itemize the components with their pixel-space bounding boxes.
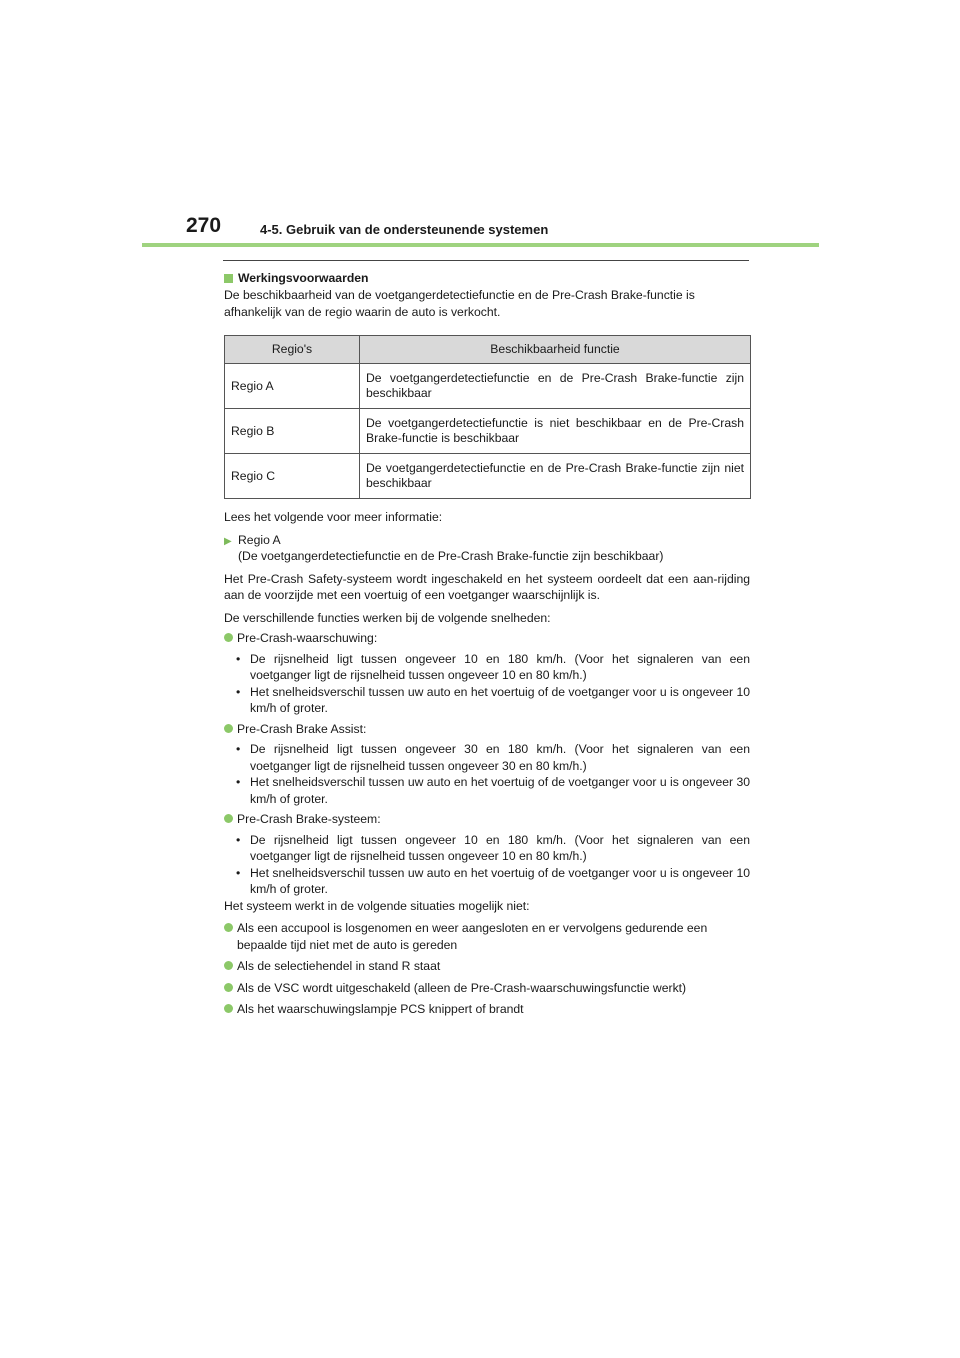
header-divider [142,243,819,247]
list-item [224,630,750,647]
list-item [224,811,750,828]
situation-text: Als de selectiehendel in stand R staat [237,959,441,973]
list-item [224,721,750,738]
round-bullet-icon [224,961,233,970]
list-item [224,865,750,898]
table-row [225,454,751,499]
function-name: Pre-Crash Brake-systeem: [237,812,381,826]
square-bullet-icon [224,274,233,283]
situation-text: Als het waarschuwingslampje PCS knippert of brandt [237,1002,524,1016]
round-bullet-icon [224,633,233,642]
round-bullet-icon [224,814,233,823]
round-bullet-icon [224,1004,233,1013]
heading-text: Werkingsvoorwaarden [238,271,369,286]
list-item [224,1001,750,1018]
page-number: 270 [186,214,222,237]
dot-bullet-icon: • [236,684,241,699]
column-header-availability: Beschikbaarheid functie [360,336,751,364]
region-cell: Regio C [225,454,360,499]
paragraph-activation: Het Pre-Crash Safety-systeem wordt ingeschakeld en het systeem oordeelt dat een aan-rijding aan de voorzijde met een voertuig of een voetganger waarschijnlijk is. [224,571,750,602]
table-row [225,409,751,454]
list-item [224,651,750,684]
section-heading [224,270,750,287]
content-divider [223,260,749,261]
list-item [224,958,750,975]
column-header-regions: Regio's [225,336,360,364]
availability-cell: De voetgangerdetectiefunctie en de Pre-Crash Brake-functie zijn niet beschikbaar [360,454,751,499]
dot-bullet-icon: • [236,775,241,789]
table-header-row [225,336,751,364]
triangle-right-icon: ▶ [224,535,232,547]
more-info-text: Lees het volgende voor meer informatie: [224,510,443,524]
round-bullet-icon [224,983,233,992]
situation-text: Als een accupool is losgenomen en weer aangesloten en er vervolgens gedurende een bepaalde tijd niet met de auto is gereden [237,921,708,952]
page-header [186,214,826,244]
page-content [224,270,750,1018]
condition-text: De rijsnelheid ligt tussen ongeveer 30 en 180 km/h. (Voor het signaleren van een voetganger ligt de rijsnelheid tussen ongeveer 30 en 80 km/h.) [250,742,750,773]
situation-text: Als de VSC wordt uitgeschakeld (alleen de Pre-Crash-waarschuwingsfunctie werkt) [237,980,687,995]
condition-text: Het snelheidsverschil tussen uw auto en het voertuig of de voetganger voor u is ongeveer 30 km/h of groter. [250,775,750,806]
dot-bullet-icon: • [236,742,241,756]
condition-text: Het snelheidsverschil tussen uw auto en het voertuig of de voetganger voor u is ongeveer 10 km/h of groter. [250,865,750,896]
function-name: Pre-Crash-waarschuwing: [237,631,378,645]
region-a-subtitle: (De voetgangerdetectiefunctie en de Pre-Crash Brake-functie zijn beschikbaar) [238,549,664,563]
availability-cell: De voetgangerdetectiefunctie is niet beschikbaar en de Pre-Crash Brake-functie is beschikbaar [360,409,751,454]
region-cell: Regio A [225,364,360,409]
list-item [224,832,750,865]
list-item [224,741,750,774]
paragraph-speeds: De verschillende functies werken bij de volgende snelheden: [224,610,551,625]
dot-bullet-icon: • [236,865,241,880]
availability-cell: De voetgangerdetectiefunctie en de Pre-Crash Brake-functie zijn beschikbaar [360,364,751,409]
round-bullet-icon [224,923,233,932]
dot-bullet-icon: • [236,651,241,666]
condition-text: De rijsnelheid ligt tussen ongeveer 10 en 180 km/h. (Voor het signaleren van een voetganger ligt de rijsnelheid tussen ongeveer 10 en 80 km/h.) [250,651,750,682]
intro-paragraph: De beschikbaarheid van de voetgangerdetectiefunctie en de Pre-Crash Brake-functie is afhankelijk van de regio waarin de auto is verkocht. [224,288,695,319]
list-item [224,684,750,717]
table-row [225,364,751,409]
list-item [224,920,750,953]
region-cell: Regio B [225,409,360,454]
function-name: Pre-Crash Brake Assist: [237,721,367,736]
list-item [224,980,750,997]
condition-text: De rijsnelheid ligt tussen ongeveer 10 en 180 km/h. (Voor het signaleren van een voetganger ligt de rijsnelheid tussen ongeveer 10 en 80 km/h.) [250,832,750,863]
list-item [224,774,750,807]
paragraph-limitations: Het systeem werkt in de volgende situaties mogelijk niet: [224,898,530,913]
region-a-title: Regio A [238,532,281,547]
round-bullet-icon [224,724,233,733]
section-title: 4-5. Gebruik van de ondersteunende systemen [260,222,549,237]
condition-text: Het snelheidsverschil tussen uw auto en het voertuig of de voetganger voor u is ongeveer 10 km/h of groter. [250,684,750,715]
dot-bullet-icon: • [236,832,241,847]
region-a-block [224,532,750,565]
regions-table [224,335,751,499]
